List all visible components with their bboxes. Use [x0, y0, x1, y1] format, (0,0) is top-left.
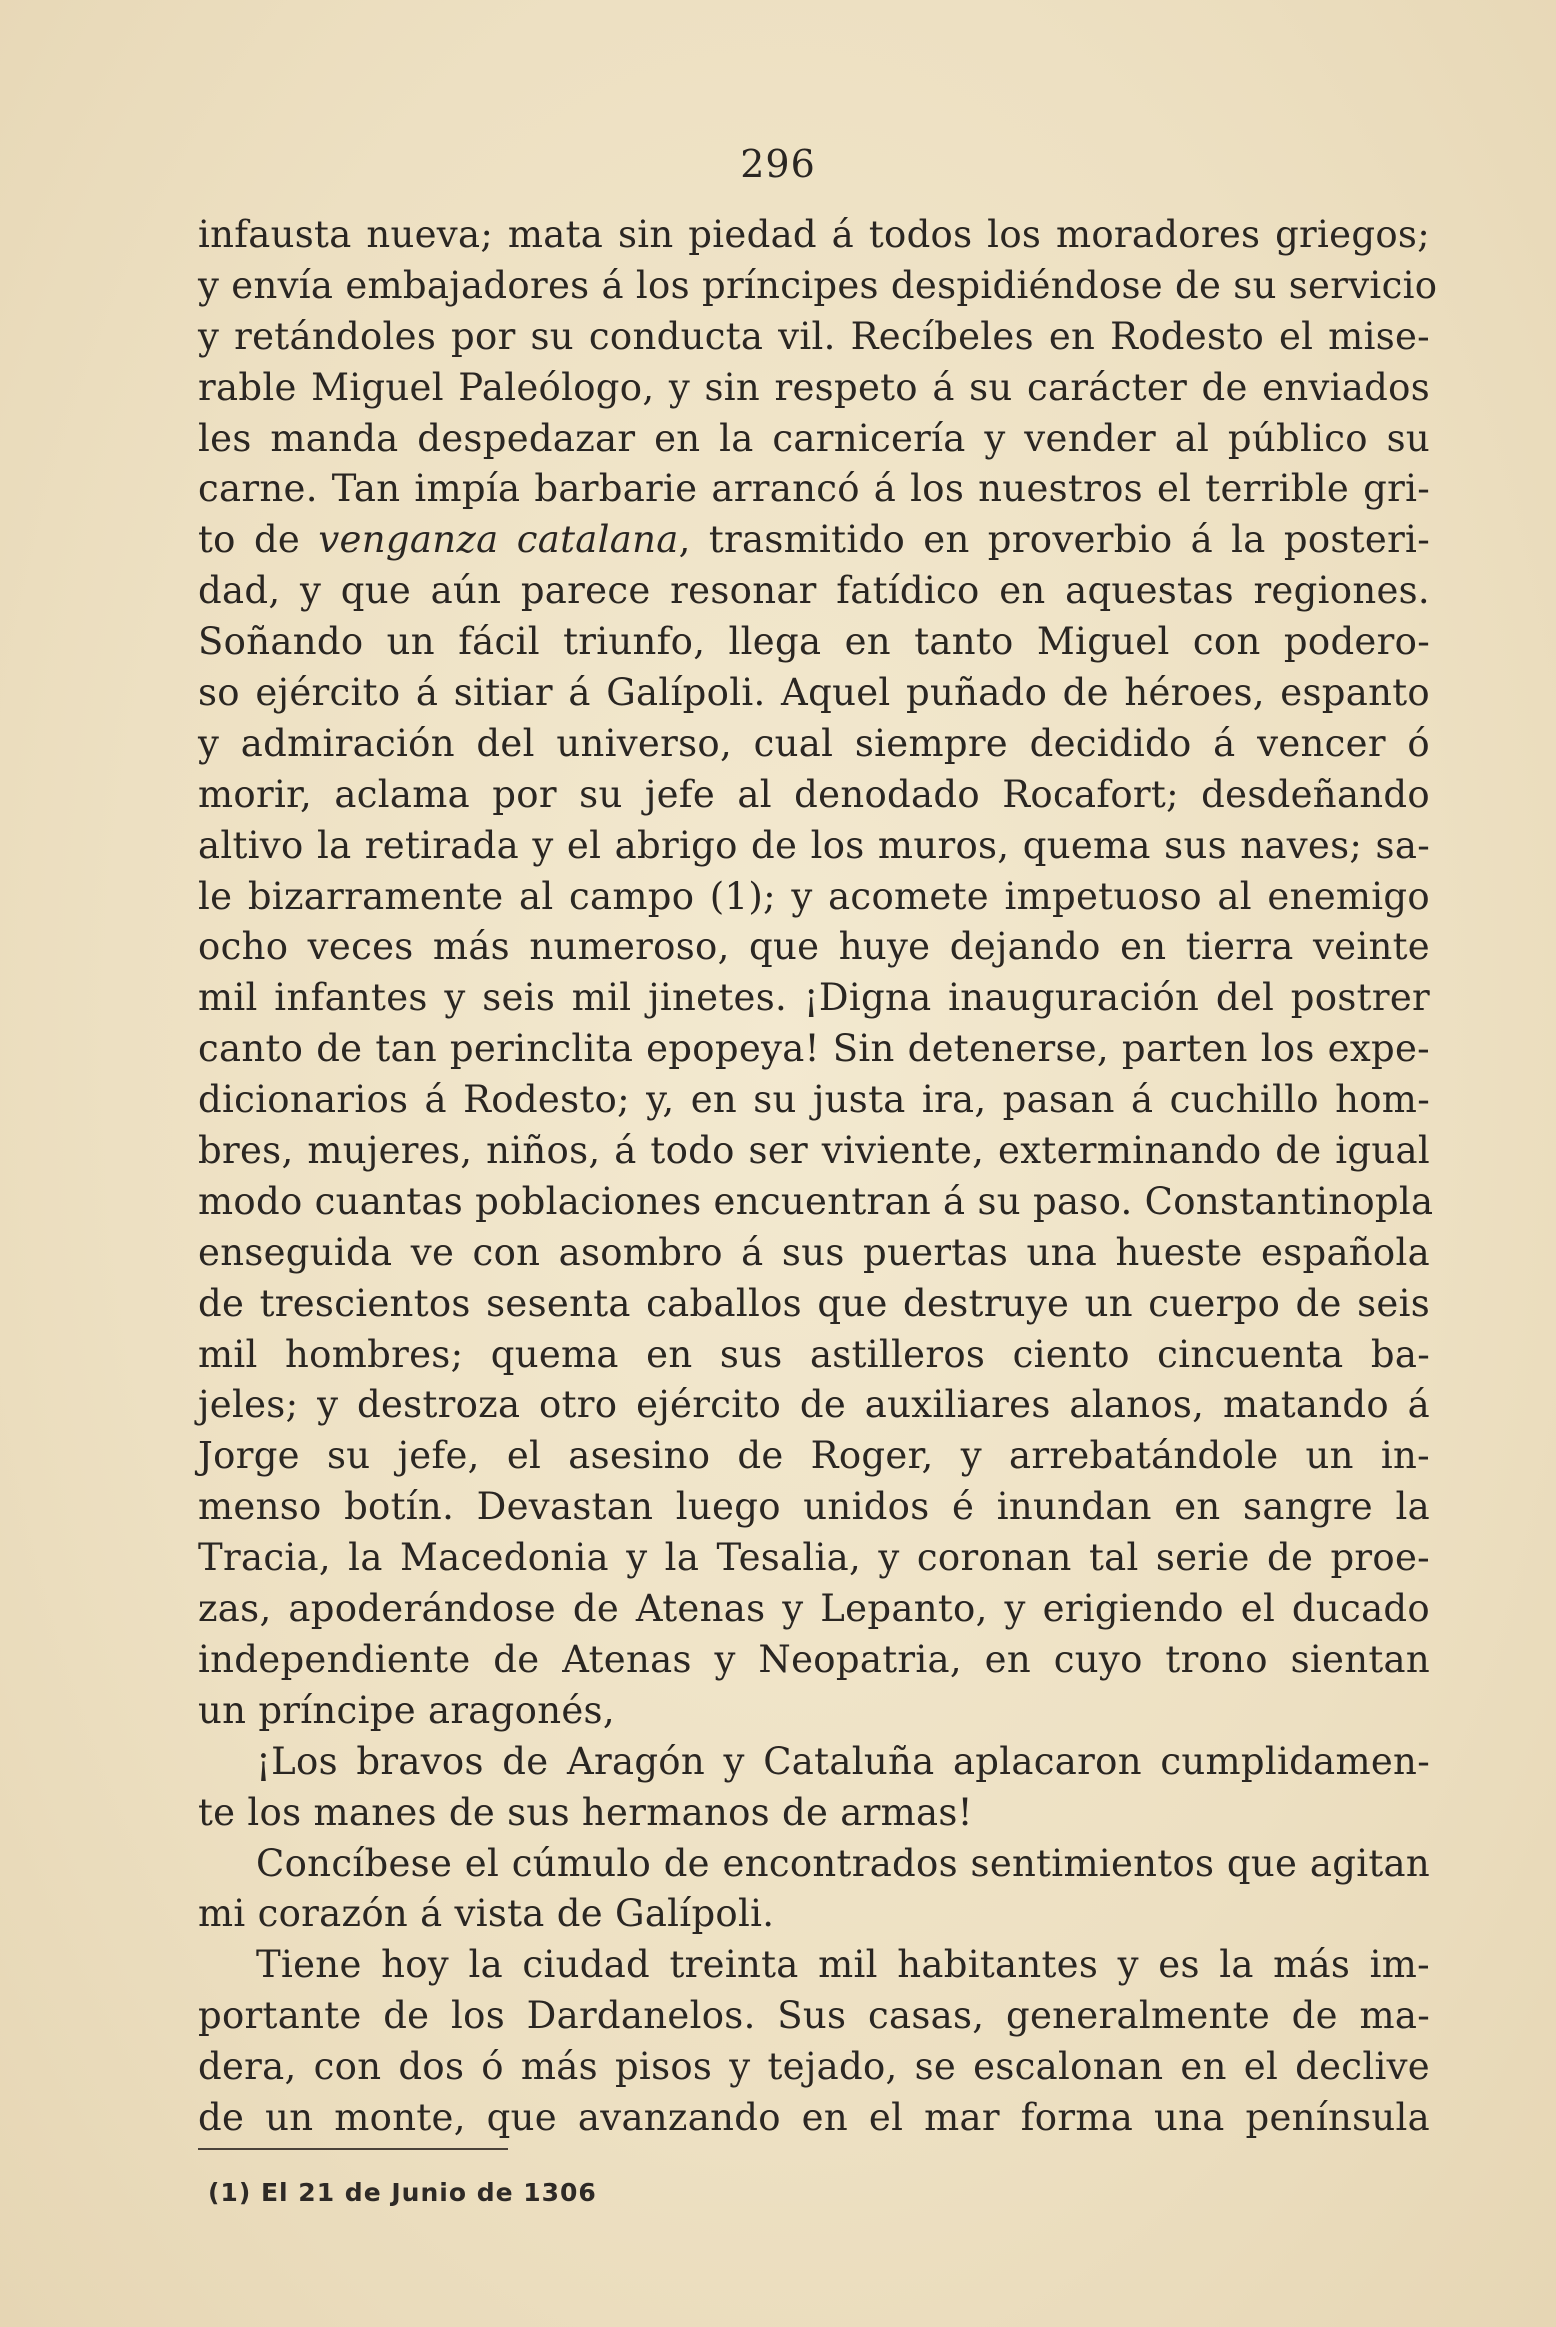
text-line: ocho veces más numeroso, que huye dejando en tierra veinte — [198, 925, 1430, 969]
text-line: Jorge su jefe, el asesino de Roger, y arrebatándole un in- — [198, 1434, 1430, 1478]
text-line: y retándoles por su conducta vil. Recíbeles en Rodesto el mise- — [198, 314, 1430, 358]
text-line: ¡Los bravos de Aragón y Cataluña aplacaron cumplidamen- — [256, 1739, 1430, 1783]
text-line: Tiene hoy la ciudad treinta mil habitantes y es la más im- — [256, 1943, 1430, 1987]
text-line: so ejército á sitiar á Galípoli. Aquel puñado de héroes, espanto — [198, 671, 1430, 715]
text-line: le bizarramente al campo (1); y acomete impetuoso al enemigo — [198, 874, 1430, 918]
text-line: Tracia, la Macedonia y la Tesalia, y coronan tal serie de proe- — [198, 1536, 1430, 1580]
text-line: Soñando un fácil triunfo, llega en tanto Miguel con podero- — [198, 620, 1430, 664]
text-line: jeles; y destroza otro ejército de auxiliares alanos, matando á — [198, 1383, 1430, 1427]
footnote: (1) El 21 de Junio de 1306 — [208, 2178, 597, 2207]
text-line: zas, apoderándose de Atenas y Lepanto, y erigiendo el ducado — [198, 1587, 1430, 1631]
text-line: portante de los Dardanelos. Sus casas, generalmente de ma- — [198, 1994, 1430, 2038]
text-line: Concíbese el cúmulo de encontrados sentimientos que agitan — [256, 1841, 1430, 1885]
text-line: menso botín. Devastan luego unidos é inundan en sangre la — [198, 1485, 1430, 1529]
text-line: altivo la retirada y el abrigo de los muros, quema sus naves; sa- — [198, 823, 1430, 867]
text-line: canto de tan perinclita epopeya! Sin detenerse, parten los expe- — [198, 1027, 1430, 1071]
text-line: dad, y que aún parece resonar fatídico en aquestas regiones. — [198, 569, 1430, 613]
page-number: 296 — [740, 142, 816, 186]
text-line: de un monte, que avanzando en el mar forma una península — [198, 2095, 1430, 2139]
text-line: mil hombres; quema en sus astilleros ciento cincuenta ba- — [198, 1332, 1430, 1376]
text-line: infausta nueva; mata sin piedad á todos los moradores griegos; — [198, 213, 1430, 256]
text-line: les manda despedazar en la carnicería y vender al público su — [198, 416, 1430, 460]
text-line: dera, con dos ó más pisos y tejado, se escalonan en el declive — [198, 2045, 1430, 2089]
body-text — [198, 210, 1438, 2144]
text-line: rable Miguel Paleólogo, y sin respeto á su carácter de enviados — [198, 365, 1430, 409]
text-line — [198, 515, 1430, 566]
text-line: y envía embajadores á los príncipes despidiéndose de su servicio — [198, 263, 1438, 307]
text-segment: , trasmitido en proverbio á la posteri- — [678, 518, 1430, 562]
text-line: independiente de Atenas y Neopatria, en cuyo trono sientan — [198, 1637, 1430, 1681]
text-line: dicionarios á Rodesto; y, en su justa ira, pasan á cuchillo hom- — [198, 1078, 1430, 1122]
text-line: y admiración del universo, cual siempre decidido á vencer ó — [198, 721, 1430, 765]
text-line: te los manes de sus hermanos de armas! — [198, 1790, 973, 1834]
text-segment: to de — [198, 518, 319, 562]
text-line: de trescientos sesenta caballos que destruye un cuerpo de seis — [198, 1281, 1430, 1325]
footnote-rule — [198, 2148, 508, 2150]
text-line: mil infantes y seis mil jinetes. ¡Digna inauguración del postrer — [198, 976, 1430, 1020]
text-line: un príncipe aragonés, — [198, 1688, 615, 1732]
italic-phrase: venganza catalana — [318, 518, 679, 562]
text-line: bres, mujeres, niños, á todo ser viviente, exterminando de igual — [198, 1129, 1430, 1173]
text-line: modo cuantas poblaciones encuentran á su paso. Constantinopla — [198, 1179, 1434, 1223]
text-line: enseguida ve con asombro á sus puertas una hueste española — [198, 1230, 1430, 1274]
text-line: morir, aclama por su jefe al denodado Rocafort; desdeñando — [198, 772, 1430, 816]
text-line: carne. Tan impía barbarie arrancó á los nuestros el terrible gri- — [198, 467, 1430, 511]
text-line: mi corazón á vista de Galípoli. — [198, 1892, 775, 1936]
